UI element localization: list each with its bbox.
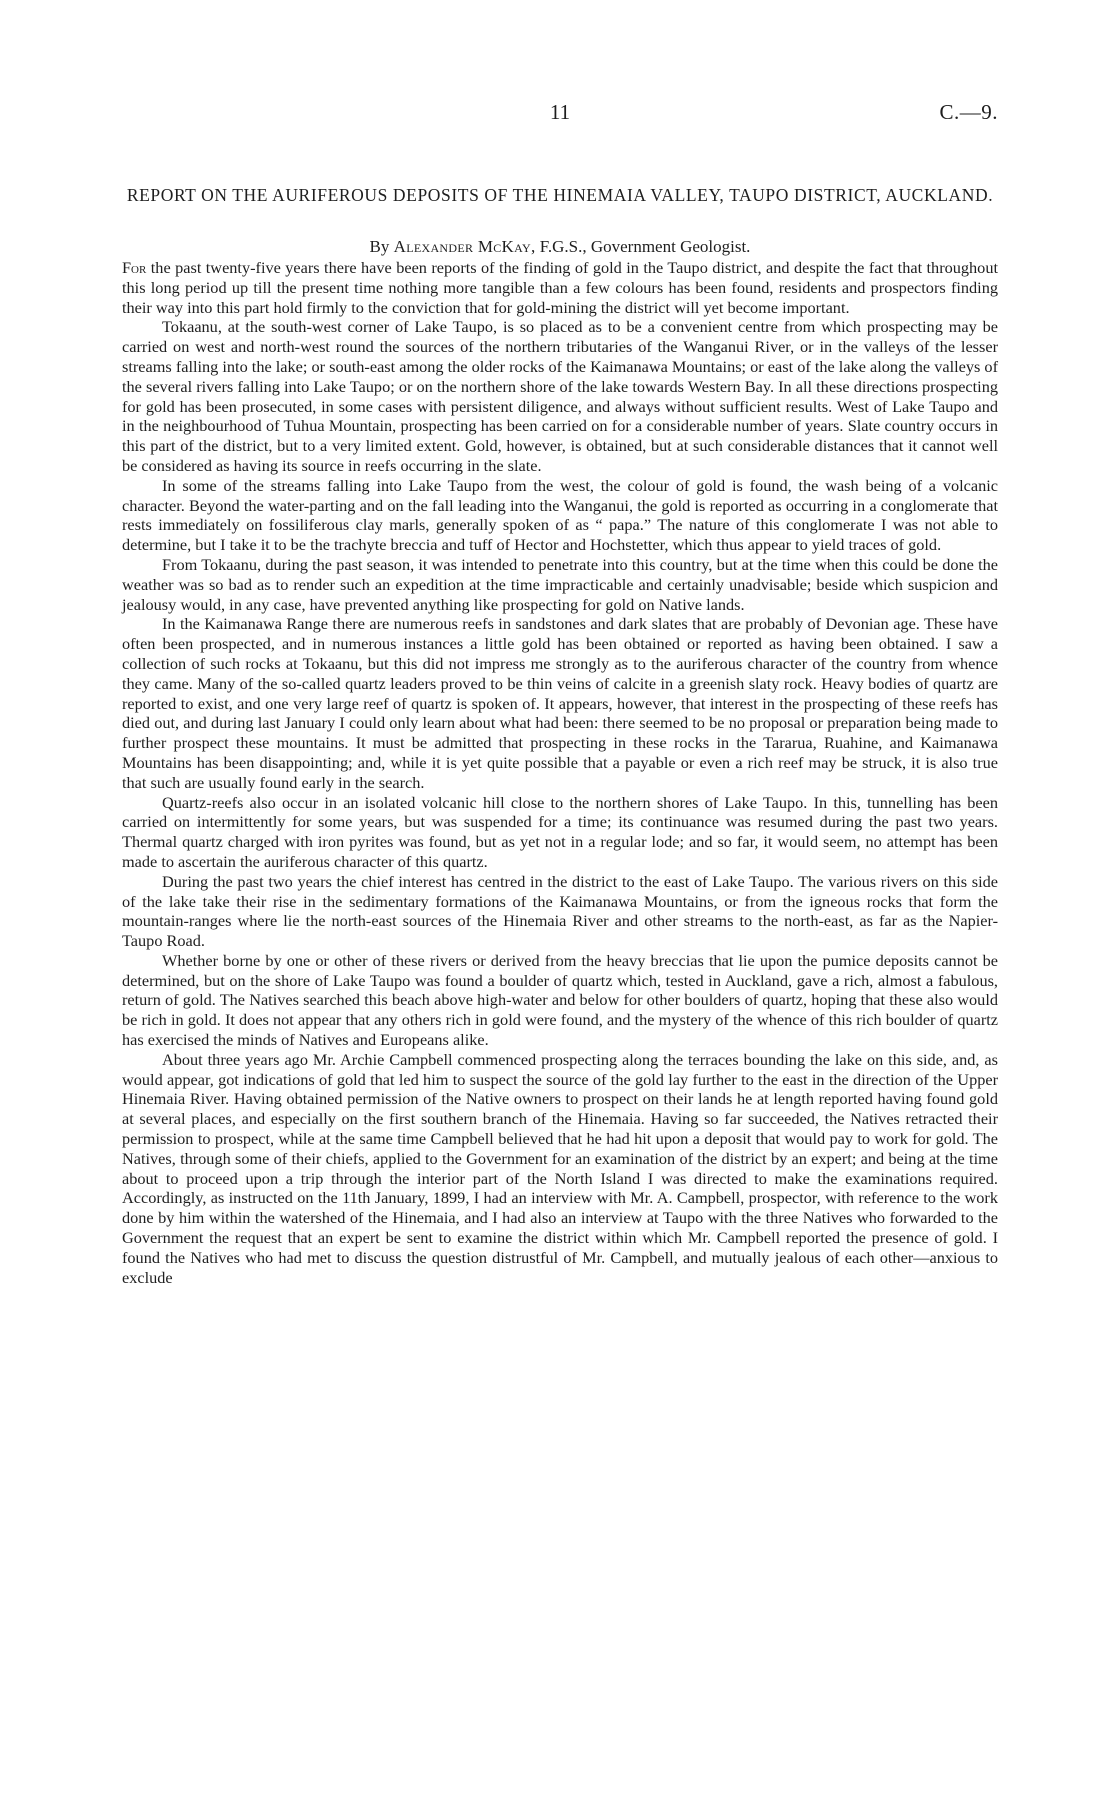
paragraph: Quartz-reefs also occur in an isolated volcanic hill close to the northern shores of Lake Taupo. In this, tunnelling has been carried on intermittently for some years, but was suspended for a time; its continuance was resumed during the past two years. Thermal quartz charged with iron pyrites was found, but as yet not in a regular lode; and so far, it would seem, no attempt has been made to ascertain the auriferous character of this quartz. [122,792,998,871]
paragraph-text: the past twenty-five years there have been reports of the finding of gold in the Taupo district, and despite the fact that throughout this long period up till the present time nothing more tangible than a few colours has been found, residents and prospectors finding their way into this part hold firmly to the conviction that for gold-mining the district will yet become important. [122,258,998,317]
paragraph: Tokaanu, at the south-west corner of Lake Taupo, is so placed as to be a convenient centre from which prospecting may be carried on west and north-west round the sources of the northern tributaries of the Wanganui River, or in the valleys of the lesser streams falling into the lake; or south-east among the older rocks of the Kaimanawa Mountains; or east of the lake along the valleys of the several rivers falling into Lake Taupo; or on the northern shore of the lake towards Western Bay. In all these directions prospecting for gold has been prosecuted, in some cases with persistent diligence, and always without sufficient results. West of Lake Taupo and in the neighbourhood of Tuhua Mountain, prospecting has been carried on for a considerable number of years. Slate country occurs in this part of the district, but to a very limited extent. Gold, however, is obtained, but at such considerable distances that it cannot well be considered as having its source in reefs occurring in the slate. [122,317,998,475]
paragraph: During the past two years the chief interest has centred in the district to the east of Lake Taupo. The various rivers on this side of the lake take their rise in the sedimentary formations of the Kaimanawa Mountains, or from the igneous rocks that form the mountain-ranges where lie the north-east sources of the Hinemaia River and other streams to the north-east, as far as the Napier-Taupo Road. [122,871,998,951]
byline-suffix: F.G.S., Government Geologist. [539,237,751,256]
paragraph: In the Kaimanawa Range there are numerous reefs in sandstones and dark slates that are probably of Devonian age. These have often been prospected, and in numerous instances a little gold has been obtained or reported as having been obtained. I saw a collection of such rocks at Tokaanu, but this did not impress me strongly as to the auriferous character of the country from whence they came. Many of the so-called quartz leaders proved to be thin veins of calcite in a greenish slaty rock. Heavy bodies of quartz are reported to exist, and one very large reef of quartz is spoken of. It appears, however, that interest in the prospecting of these reefs has died out, and during last January I could only learn about what had been: there seemed to be no proposal or preparation being made to further prospect these mountains. It must be admitted that prospecting in these rocks in the Tararua, Ruahine, and Kaimanawa Mountains has been disappointing; and, while it is yet quite possible that a payable or even a rich reef may be struck, it is also true that such are usually found early in the search. [122,614,998,792]
report-title: REPORT ON THE AURIFEROUS DEPOSITS OF THE HINEMAIA VALLEY, TAUPO DISTRICT, AUCKLAND. [126,185,994,205]
byline [122,236,998,258]
paragraph: From Tokaanu, during the past season, it was intended to penetrate into this country, but at the time when this could be done the weather was so bad as to render such an expedition at the time impracticable and certainly unadvisable; beside which suspicion and jealousy would, in any case, have prevented anything like prospecting for gold on Native lands. [122,554,998,614]
paragraph-lead-word: For [122,258,147,277]
page-number: 11 [549,100,571,124]
byline-prefix: By [369,237,390,256]
document-reference: C.—9. [939,100,998,124]
page-header [122,100,998,130]
paragraph: In some of the streams falling into Lake Taupo from the west, the colour of gold is found, the wash being of a volcanic character. Beyond the water-parting and on the fall leading into the Wanganui, the gold is reported as occurring in a conglomerate that rests immediately on fossiliferous clay marls, generally spoken of as “ papa.” The nature of this conglomerate I was not able to determine, but I take it to be the trachyte breccia and tuff of Hector and Hochstetter, which thus appear to yield traces of gold. [122,475,998,555]
paragraph: About three years ago Mr. Archie Campbell commenced prospecting along the terraces bounding the lake on this side, and, as would appear, got indications of gold that led him to suspect the source of the gold lay further to the east in the direction of the Upper Hinemaia River. Having obtained permission of the Native owners to prospect on their lands he at length reported having found gold at several places, and especially on the first southern branch of the Hinemaia. Having so far succeeded, the Natives retracted their permission to prospect, while at the same time Campbell believed that he had hit upon a deposit that would pay to work for gold. The Natives, through some of their chiefs, applied to the Government for an examination of the district by an expert; and being at the time about to proceed upon a trip through the interior part of the North Island I was directed to make the examinations required. Accordingly, as instructed on the 11th January, 1899, I had an interview with Mr. A. Campbell, prospector, with reference to the work done by him within the watershed of the Hinemaia, and I had also an interview at Taupo with the three Natives who forwarded to the Government the request that an expert be sent to examine the district within which Mr. Campbell reported the presence of gold. I found the Natives who had met to discuss the question distrustful of Mr. Campbell, and mutually jealous of each other—anxious to exclude [122,1049,998,1287]
byline-author: Alexander McKay, [393,237,536,256]
document-page [122,0,998,1816]
paragraph: Whether borne by one or other of these rivers or derived from the heavy breccias that lie upon the pumice deposits cannot be determined, but on the shore of Lake Taupo was found a boulder of quartz which, tested in Auckland, gave a rich, almost a fabulous, return of gold. The Natives searched this beach above high-water and below for other boulders of quartz, hoping that these also would be rich in gold. It does not appear that any others rich in gold were found, and the mystery of the whence of this rich boulder of quartz has exercised the minds of Natives and Europeans alike. [122,950,998,1050]
paragraph [122,258,998,317]
report-body [122,258,998,1287]
